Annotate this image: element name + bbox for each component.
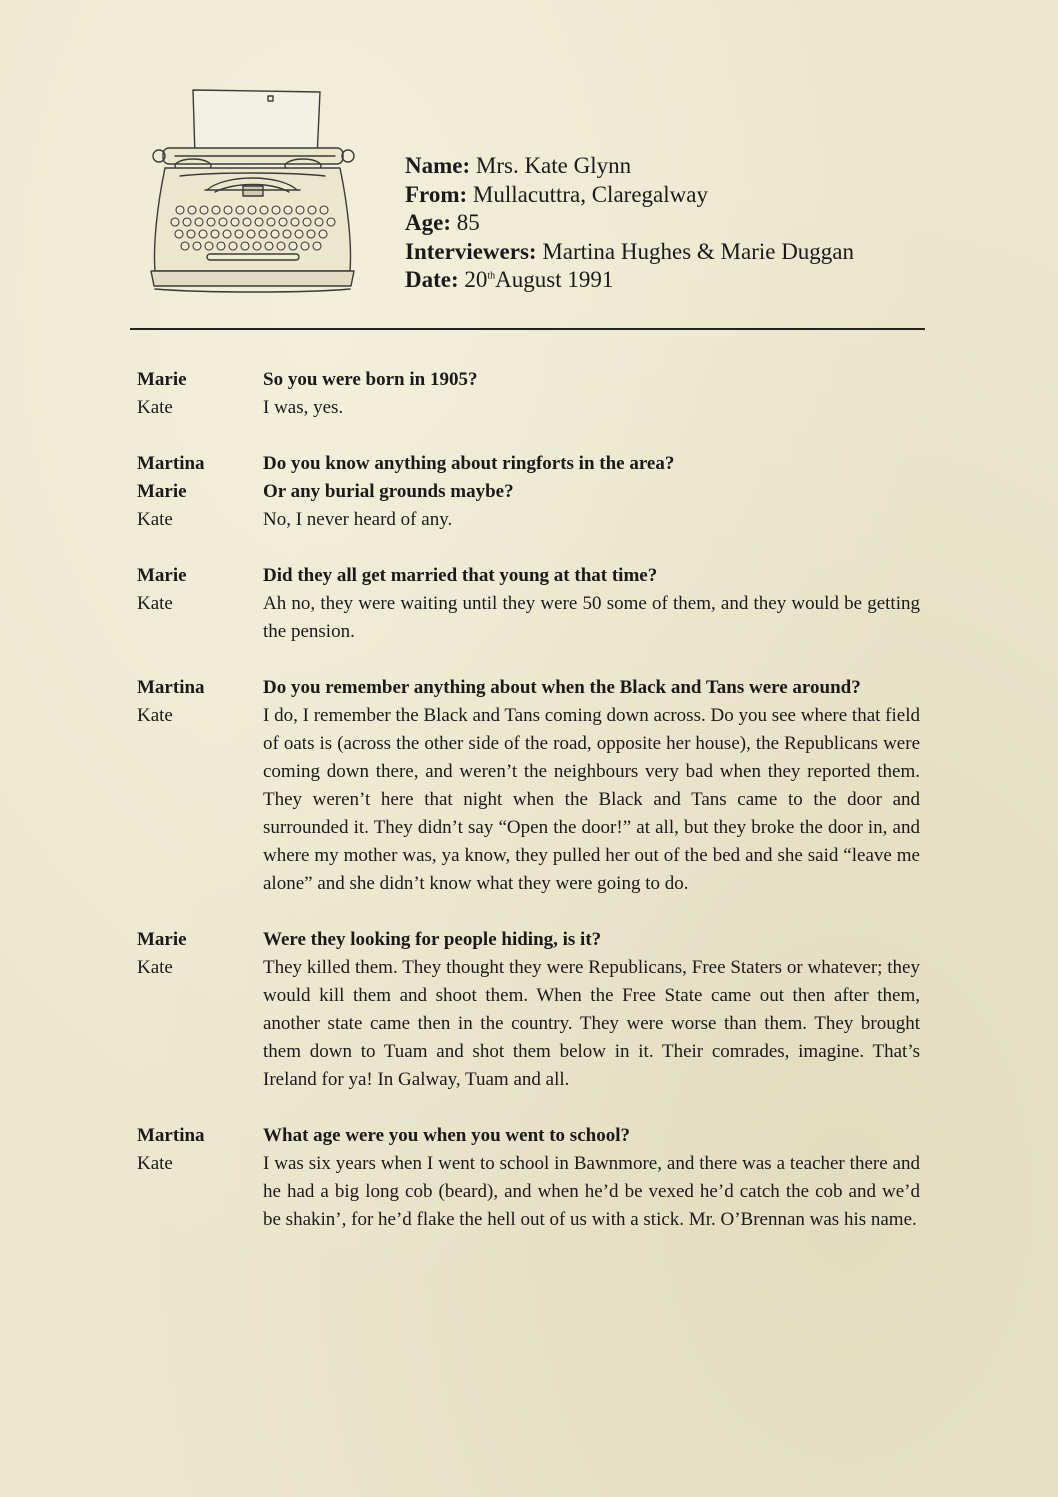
speech-text: I do, I remember the Black and Tans coming down across. Do you see where that field of oats is (across the other side of the road, opposite her house), the Republicans were coming down there, and weren’t the neighbours very bad when they reported them. They weren’t here that night when the Black and Tans came to the door and surrounded it. They didn’t say “Open the door!” at all, but they broke the door in, and where my mother was, ya know, they pulled her out of the bed and she said “leave me alone” and she didn’t know what they were going to do.: [263, 705, 920, 894]
answer-line: [137, 506, 920, 534]
transcript: [137, 366, 920, 1262]
date-day: 20: [464, 267, 488, 292]
from-value: Mullacuttra, Claregalway: [472, 181, 708, 207]
speaker-name: Martina: [137, 677, 205, 698]
question-line: [137, 1122, 920, 1150]
speaker-name: Marie: [137, 481, 187, 502]
exchange-block: [137, 450, 920, 534]
interviewers-label: Interviewers:: [405, 238, 537, 264]
question-line: [137, 478, 920, 506]
from-row: [405, 181, 854, 210]
speech-text: Ah no, they were waiting until they were 50 some of them, and they would be getting the pension.: [263, 593, 920, 642]
answer-line: [137, 394, 920, 422]
exchange-block: [137, 366, 920, 422]
date-row: [405, 266, 854, 295]
speech-text: They killed them. They thought they were Republicans, Free Staters or whatever; they would kill them and shoot them. When the Free State came out then after them, another state came then in the country. They were worse than them. They brought them down to Tuam and shot them below in it. Their comrades, imagine. That’s Ireland for ya! In Galway, Tuam and all.: [263, 957, 920, 1090]
speech-text: Did they all get married that young at that time?: [263, 565, 658, 586]
age-value: 85: [456, 210, 480, 235]
age-label: Age:: [405, 210, 451, 235]
answer-line: [137, 590, 920, 646]
answer-line: [137, 1150, 920, 1234]
speech-text: Do you know anything about ringforts in the area?: [263, 453, 675, 474]
exchange-block: [137, 926, 920, 1094]
typewriter-icon: [145, 86, 360, 298]
speech-text: I was, yes.: [263, 397, 344, 418]
date-suffix: th: [487, 270, 496, 282]
exchange-block: [137, 1122, 920, 1234]
answer-line: [137, 702, 920, 898]
speaker-name: Marie: [137, 369, 187, 390]
speaker-name: Kate: [137, 957, 173, 978]
question-line: [137, 562, 920, 590]
speaker-name: Marie: [137, 565, 187, 586]
speaker-name: Kate: [137, 705, 173, 726]
from-label: From:: [405, 181, 468, 207]
exchange-block: [137, 674, 920, 898]
date-value: [464, 267, 613, 292]
speech-text: Do you remember anything about when the Black and Tans were around?: [263, 677, 861, 698]
answer-line: [137, 954, 920, 1094]
speaker-name: Martina: [137, 1125, 205, 1146]
date-rest: August 1991: [495, 267, 614, 292]
header-divider: [130, 328, 925, 330]
speech-text: Were they looking for people hiding, is it?: [263, 929, 602, 950]
question-line: [137, 926, 920, 954]
name-value: Mrs. Kate Glynn: [475, 153, 632, 178]
age-row: [405, 209, 854, 238]
interviewers-value: Martina Hughes & Marie Duggan: [542, 238, 855, 264]
speaker-name: Kate: [137, 397, 173, 418]
question-line: [137, 674, 920, 702]
speech-text: I was six years when I went to school in Bawnmore, and there was a teacher there and he had a big long cob (beard), and when he’d be vexed he’d catch the cob and we’d be shakin’, for he’d flake the hell out of us with a stick. Mr. O’Brennan was his name.: [263, 1153, 920, 1230]
speech-text: Or any burial grounds maybe?: [263, 481, 514, 502]
question-line: [137, 450, 920, 478]
name-label: Name:: [405, 153, 471, 178]
date-label: Date:: [405, 267, 459, 292]
speech-text: What age were you when you went to school?: [263, 1125, 630, 1146]
speech-text: So you were born in 1905?: [263, 369, 478, 390]
speaker-name: Kate: [137, 509, 173, 530]
speaker-name: Marie: [137, 929, 187, 950]
speaker-name: Kate: [137, 1153, 173, 1174]
speaker-name: Martina: [137, 453, 205, 474]
question-line: [137, 366, 920, 394]
speech-text: No, I never heard of any.: [263, 509, 453, 530]
interviewers-row: [405, 238, 854, 267]
speaker-name: Kate: [137, 593, 173, 614]
name-row: [405, 152, 854, 181]
exchange-block: [137, 562, 920, 646]
interview-header: [405, 152, 854, 295]
